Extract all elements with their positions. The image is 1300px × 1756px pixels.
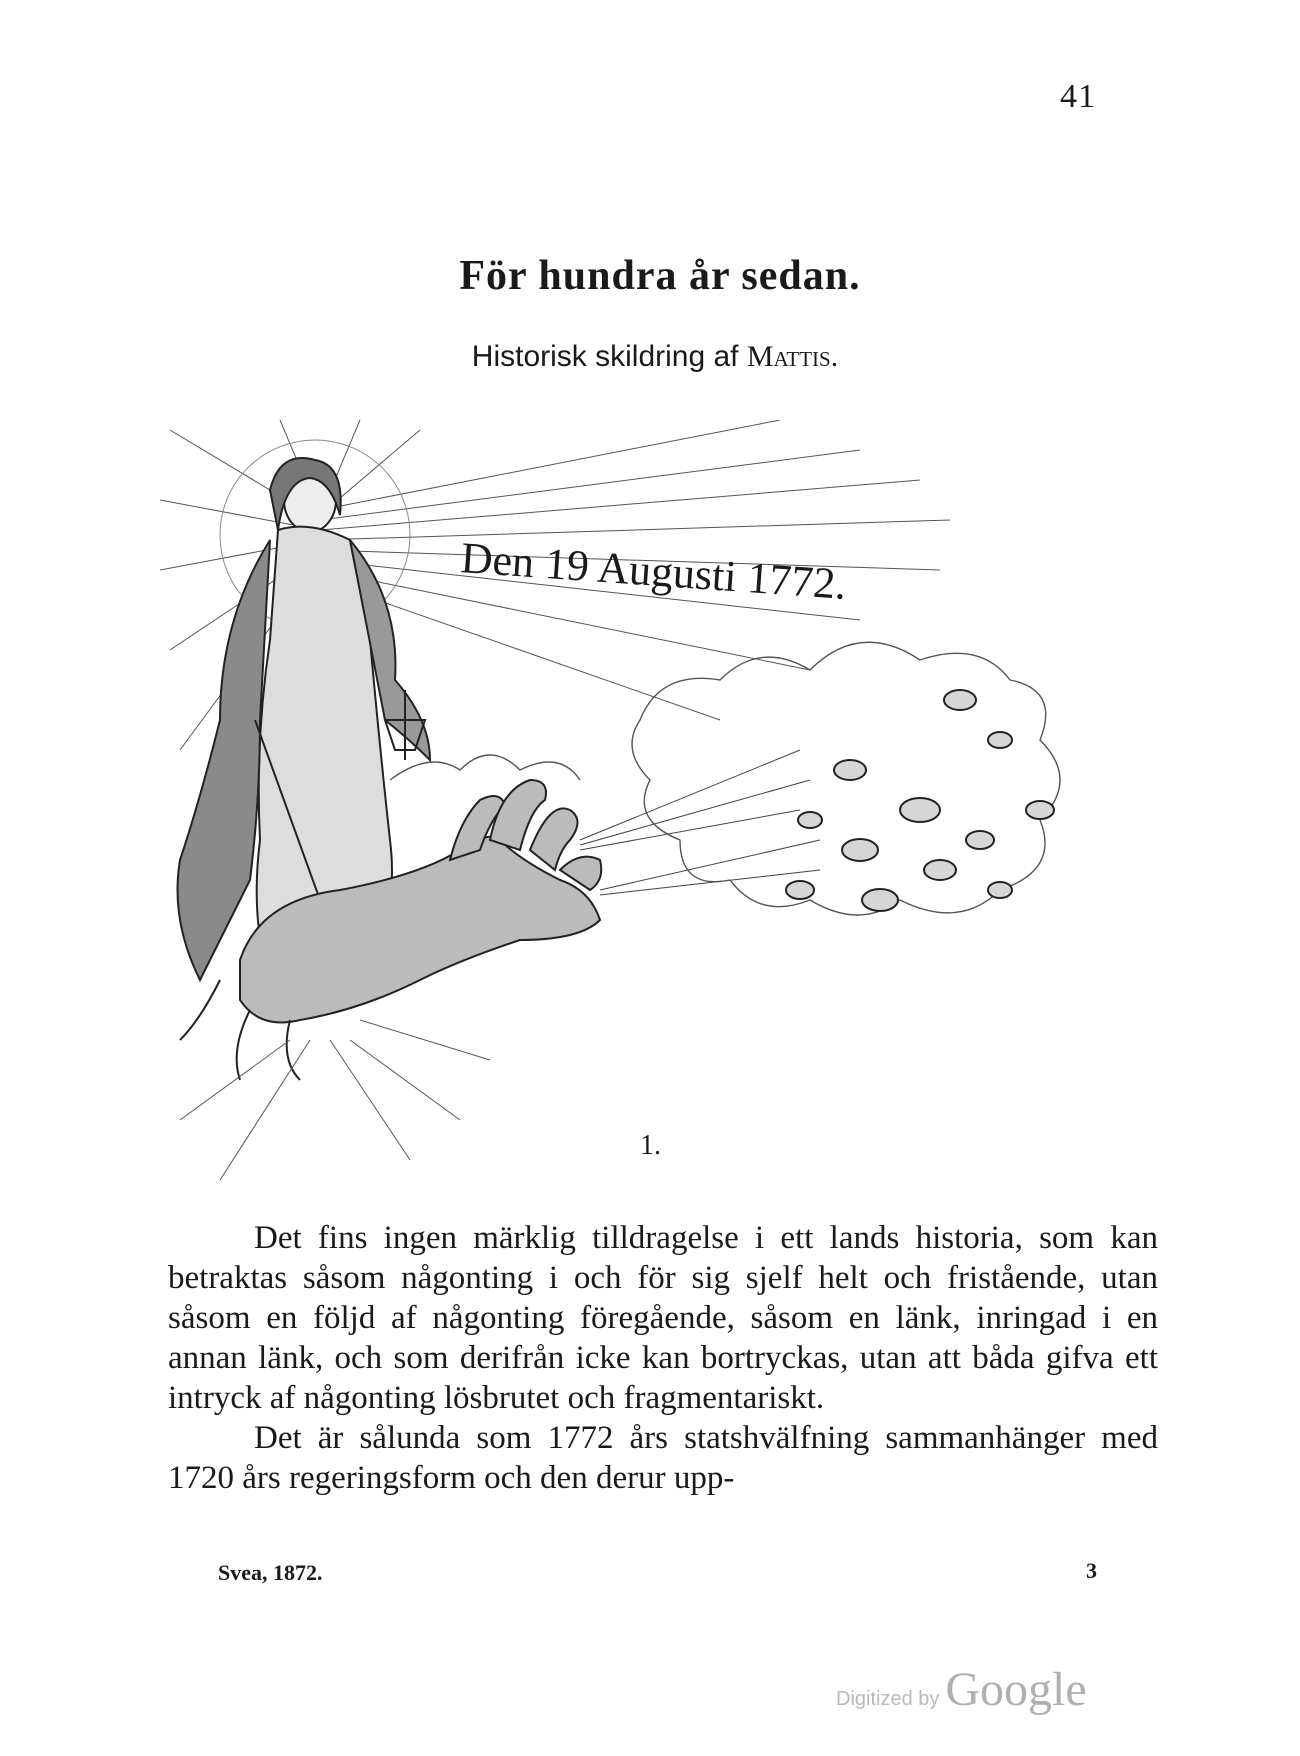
figure-number: 1. <box>640 1130 661 1161</box>
paragraph: Det är sålunda som 1772 års statshvälfning sammanhänger med 1720 års regeringsform och den derur upp- <box>168 1420 1158 1496</box>
google-logo: Google <box>945 1663 1087 1716</box>
watermark-prefix: Digitized by <box>836 1688 940 1710</box>
page-title: För hundra år sedan. <box>459 253 861 299</box>
illustration <box>160 420 1170 1200</box>
subtitle <box>0 340 1300 374</box>
paragraph: Det fins ingen märklig tilldragelse i ett lands historia, som kan betraktas såsom någonting i och för sig sjelf helt och fristående, utan såsom en följd af någonting föregående, såsom en länk, inringad i en annan länk, och som derifrån icke kan bortryckas, utan att båda gifva ett intryck af någonting lösbrutet och fragmentariskt. <box>168 1220 1158 1416</box>
banner-text: Den 19 Augusti 1772. <box>459 533 849 609</box>
subtitle-author: Mattis. <box>746 340 839 373</box>
page-number: 41 <box>1060 78 1096 115</box>
allegory-engraving <box>160 420 1170 1200</box>
subtitle-prefix: Historisk skildring af <box>471 340 739 373</box>
footer-journal: Svea, 1872. <box>218 1560 323 1585</box>
digitized-watermark <box>836 1662 1087 1717</box>
footer-signature: 3 <box>1086 1558 1097 1583</box>
body-text <box>168 1218 1158 1498</box>
